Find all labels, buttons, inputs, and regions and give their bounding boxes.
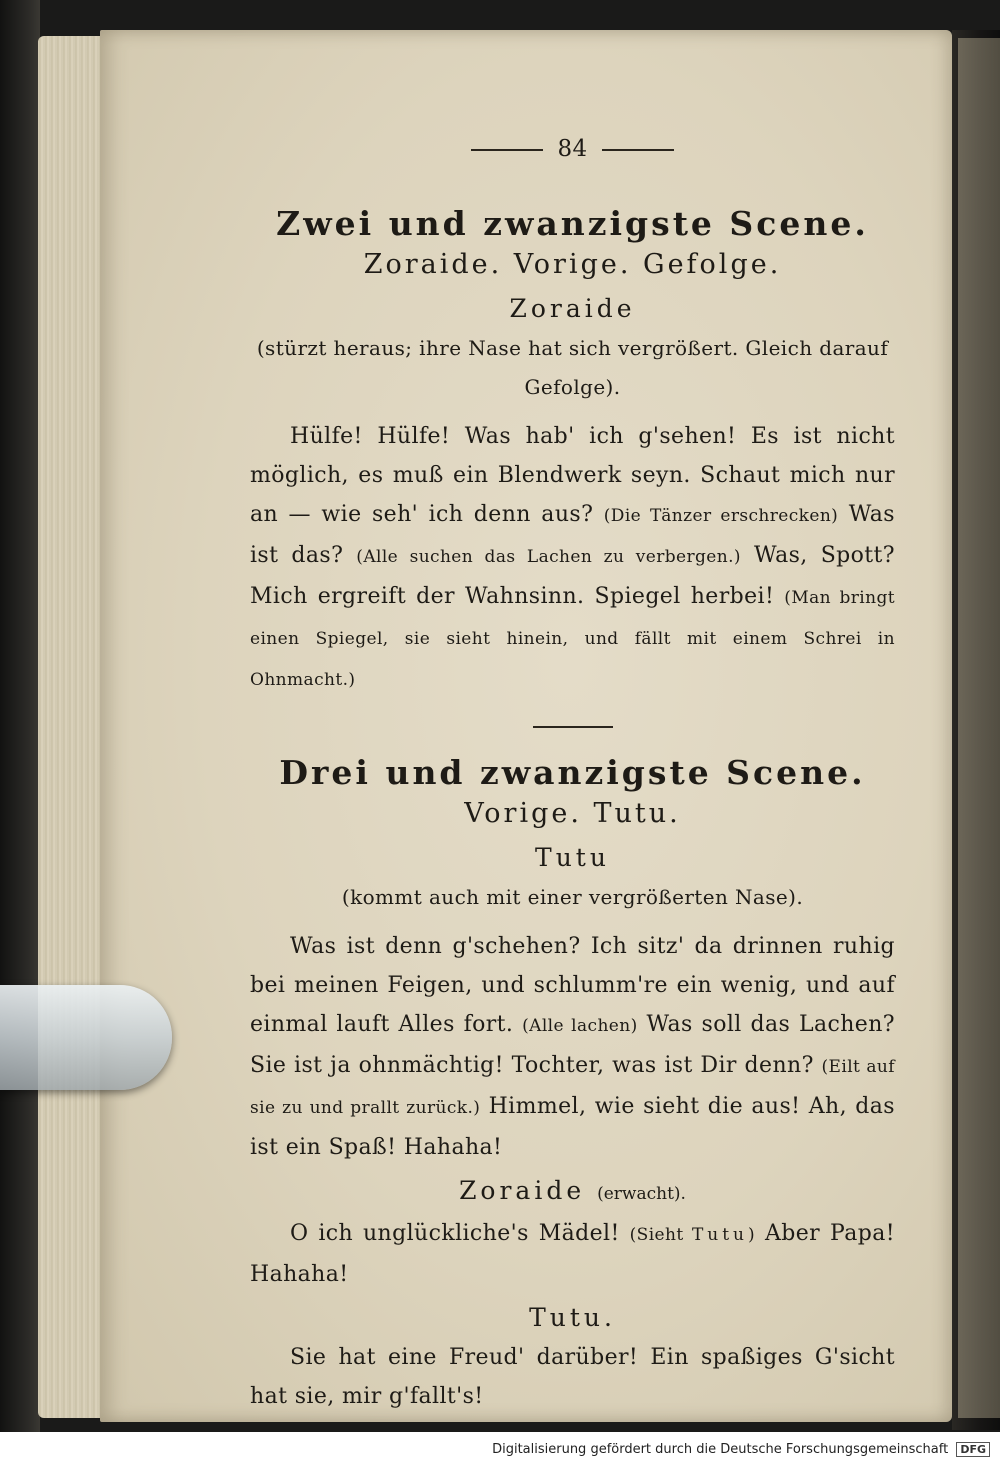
tutu-speaker-line: Tutu. [529,1303,616,1332]
stage-direction: (Die Tänzer erschrecken) [603,506,839,526]
speech-text: Hülfe! Hülfe! Was hab' ich g'sehen! Es ist nicht möglich, es muß ein Blendwerk seyn. Schaut mich nur an — wie seh' ich denn aus? [250,424,895,527]
scene-23-speaker: Tutu [535,843,610,872]
stage-direction: (erwacht). [597,1184,686,1204]
speech-text: Was, Spott? Mich ergreift der Wahnsinn. Spiegel herbei! [250,543,895,609]
page-edges [38,36,108,1418]
scene-22-stage-direction: (stürzt heraus; ihre Nase hat sich vergrößert. Gleich darauf Gefolge). [256,336,889,399]
page-holder-clip [0,985,172,1090]
facing-page-edge [958,38,1000,1418]
scene-23-cast: Vorige. Tutu. [464,798,681,829]
zoraide-speaker-line [250,1171,895,1214]
speech-text: Was ist denn g'schehen? Ich sitz' da drinnen ruhig bei meinen Feigen, und schlumm're ein wenig, und auf einmal lauft Alles fort. [250,934,895,1037]
page-number-rule-left [471,149,543,151]
dfg-logo: DFG [956,1442,990,1457]
zoraide-speaker: Zoraide [459,1176,586,1205]
speech-text: O ich unglückliche's Mädel! [290,1221,620,1246]
zoraide-speech [250,1214,895,1294]
speech-text: Himmel, wie sieht die aus! Ah, das ist ein Spaß! Hahaha! [250,1094,895,1160]
stage-direction-close: ) [748,1225,756,1245]
speech-text: Aber Papa! Hahaha! [250,1221,895,1287]
page-text [250,130,895,1416]
tutu-speech: Sie hat eine Freud' darüber! Ein spaßiges G'sicht hat sie, mir g'fallt's! [250,1345,895,1409]
book-cover-shadow [0,0,40,1470]
scene-divider [533,726,613,728]
scene-22-cast: Zoraide. Vorige. Gefolge. [363,249,782,280]
digitization-credit [492,1442,990,1457]
scene-23-stage-direction: (kommt auch mit einer vergrößerten Nase). [341,885,804,909]
page-number: 84 [557,136,588,162]
scene-22-title: Zwei und zwanzigste Scene. [276,204,869,243]
scene-23-title: Drei und zwanzigste Scene. [279,753,866,792]
page-number-line [250,130,895,169]
stage-direction: (Man bringt einen Spiegel, sie sieht hinein, und fällt mit einem Schrei in Ohnmacht.) [250,588,896,690]
speech-text: Was soll das Lachen? Sie ist ja ohnmächtig! Tochter, was ist Dir denn? [250,1012,895,1078]
scene-22-speech [250,417,895,700]
stage-direction-open: (Sieht [629,1225,684,1245]
stage-direction [630,1225,755,1245]
credit-text: Digitalisierung gefördert durch die Deutsche Forschungsgemeinschaft [492,1442,949,1457]
stage-direction: (Alle lachen) [522,1016,638,1036]
scene-23-speech [250,927,895,1167]
stage-direction: (Eilt auf sie zu und prallt zurück.) [250,1057,895,1118]
page-number-rule-right [602,149,674,151]
stage-direction: (Alle suchen das Lachen zu verbergen.) [356,547,741,567]
speech-text: Was ist das? [250,502,895,568]
stage-direction-name: Tutu [691,1225,749,1245]
scene-22-speaker: Zoraide [509,294,636,323]
